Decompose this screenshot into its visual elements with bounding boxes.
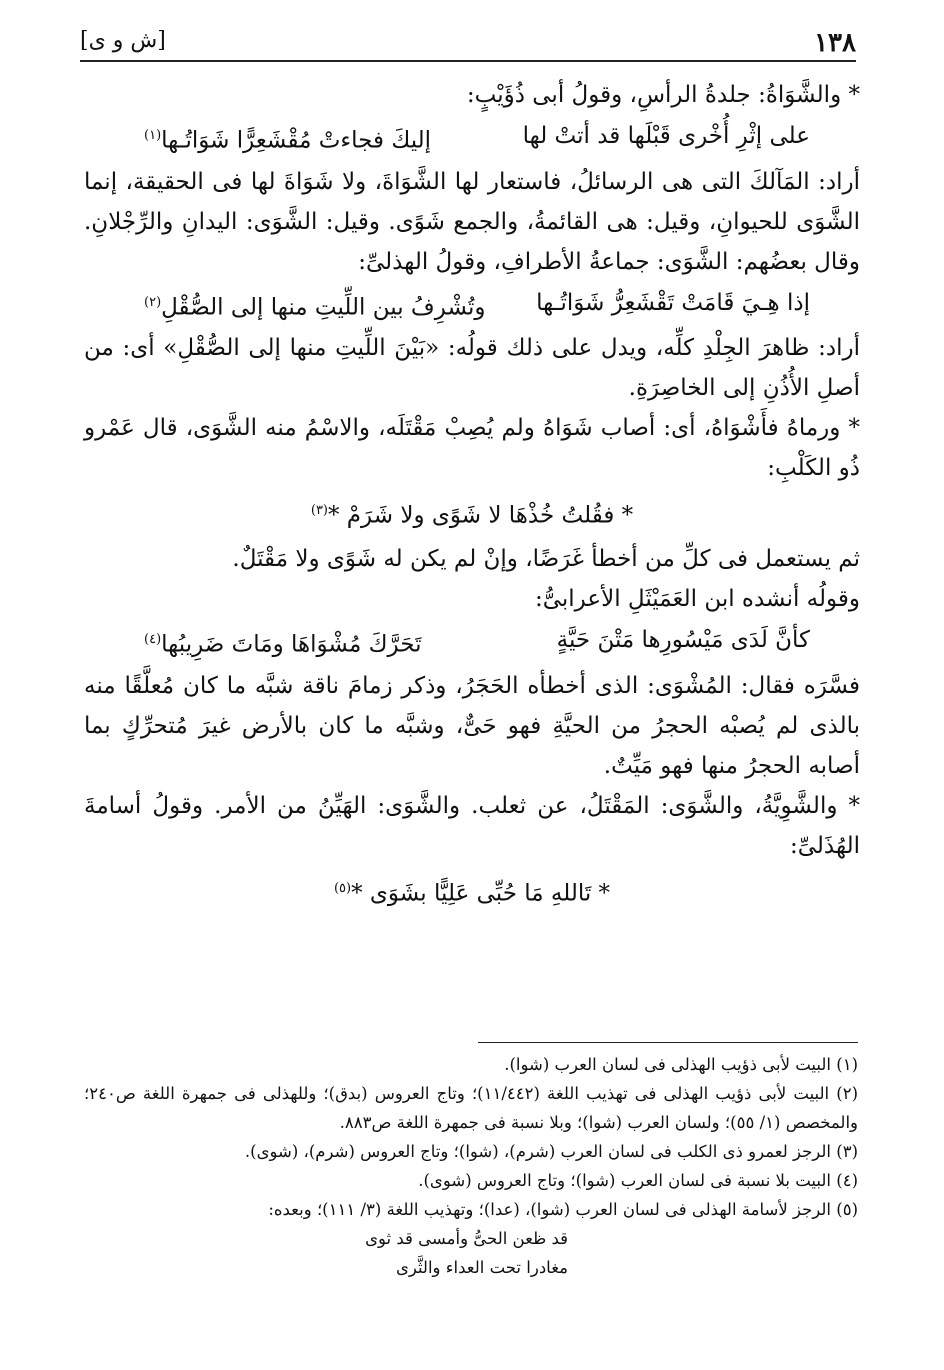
footnote-ref-5: (٥): [333, 880, 352, 896]
footnote-1: (١) البيت لأبى ذؤيب الهذلى فى لسان العرب (شوا).: [504, 1055, 858, 1074]
verse-2-second-hemistich: وتُشْرِفُ بين اللِّيتِ منها إلى الصُّقْلِ$^{(٢)}$: [144, 294, 486, 321]
paragraph-5: ثم يستعمل فى كلِّ من أخطأ غَرَضًا، وإنْ لم يكن له شَوًى ولا مَقْتَلٌ.: [232, 545, 860, 572]
footnote-ref-1: (١): [144, 128, 162, 143]
footnote-5: (٥) الرجز لأسامة الهذلى فى لسان العرب (شوا)، (عدا)؛ وتهذيب اللغة (٣/ ١١١)؛ وبعده:: [268, 1200, 858, 1219]
paragraph-7: فسَّرَه فقال: المُشْوَى: الذى أخطأه الحَجَرُ، وذكر زمامَ ناقة شبَّه ما كان مُعلَّقًا منه بالذى لم يُصبْه الحجرُ من الحيَّةِ فهو حَىٌّ، وشبَّه ما كان بالأرض غيرَ مُتحرِّكٍ بما أصابه الحجرُ منها فهو مَيِّتٌ.: [84, 672, 860, 779]
page-header: [80, 20, 856, 60]
verse-3: * فقُلتُ خُذْهَا لا شَوًى ولا شَرَمْ *$^{(٣)}$: [310, 502, 634, 529]
footnotes: [84, 1050, 858, 1282]
header-rule: [80, 60, 856, 62]
verse-2: [84, 282, 860, 329]
main-text: [84, 75, 860, 916]
verse-4-second-hemistich: تَحَرَّكَ مُشْوَاهَا ومَاتَ ضَرِيبُها$^{(٤)}$: [144, 631, 422, 658]
footnote-2: (٢) البيت لأبى ذؤيب الهذلى فى تهذيب اللغة (١١/٤٤٢)؛ وتاج العروس (بدق)؛ وللهذلى فى جمهرة اللغة ص٢٤٠؛ والمخصص (١/ ٥٥)؛ ولسان العرب (شوا)؛ وبلا نسبة فى جمهرة اللغة ص٨٨٣.: [84, 1084, 858, 1132]
footnote-verse-line-2: مغادرا تحت العداء والثَّرى: [395, 1258, 568, 1277]
paragraph-4: * ورماهُ فأَشْوَاهُ، أى: أصاب شَوَاهُ ولم يُصِبْ مَقْتَلَه، والاسْمُ منه الشَّوَى، قال عَمْرو ذُو الكَلْبِ:: [84, 415, 860, 482]
footnote-3: (٣) الرجز لعمرو ذى الكلب فى لسان العرب (شرم)، (شوا)؛ وتاج العروس (شرم)، (شوى).: [244, 1142, 858, 1161]
footnote-ref-4: (٤): [144, 631, 162, 647]
verse-2-first-hemistich: إذا هِـيَ قَامَتْ تَقْشَعِرُّ شَوَاتُـها: [536, 289, 810, 316]
footnote-ref-3: (٣): [310, 503, 328, 519]
verse-1-second-hemistich: إليكَ فجاءتْ مُقْشَعِرًّا شَوَاتُـها$^{(١)}$: [144, 127, 432, 154]
paragraph-1: * والشَّوَاةُ: جلدةُ الرأسِ، وقولُ أبى ذُؤَيْبٍ:: [466, 82, 860, 108]
footnote-verse-line-1: قد ظعن الحىُّ وأمسى قد ثوى: [365, 1229, 568, 1248]
verse-4: [84, 619, 860, 666]
verse-5: * تَاللهِ مَا حُبِّى عَلِيًّا بشَوَى *$^{(٥)}$: [333, 880, 611, 907]
page-number: ١٣٨: [814, 28, 856, 58]
footnote-rule: [478, 1042, 858, 1043]
root-label: [ش و ى]: [80, 28, 166, 53]
paragraph-6: وقولُه أنشده ابن العَمَيْثَلِ الأعرابىُّ:: [534, 585, 860, 612]
verse-4-first-hemistich: كأنَّ لَدَى مَيْسُورِها مَتْنَ حَيَّةٍ: [556, 626, 810, 653]
footnote-4: (٤) البيت بلا نسبة فى لسان العرب (شوا)؛ وتاج العروس (شوى).: [418, 1171, 858, 1190]
paragraph-3: أراد: ظاهرَ الجِلْدِ كلِّه، ويدل على ذلك قولُه: «بَيْنَ اللِّيتِ منها إلى الصُّقْلِ» أى: من أصلِ الأُذُنِ إلى الخاصِرَةِ.: [84, 335, 860, 402]
paragraph-2: أراد: المَآلكَ التى هى الرسائلُ، فاستعار لها الشَّوَاةَ، ولا شَوَاةَ لها فى الحقيقة، إنما الشَّوَى للحيوانِ، وقيل: هى القائمةُ، والجمع شَوًى. وقيل: الشَّوَى: اليدانِ والرِّجْلانِ. وقال بعضُهم: الشَّوَى: جماعةُ الأطرافِ، وقولُ الهذلىِّ:: [84, 168, 860, 275]
paragraph-8: * والشَّوِيَّةُ، والشَّوَى: المَقْتَلُ، عن ثعلب. والشَّوَى: الهَيِّنُ من الأمر. وقولُ أسامةَ الهُذَلىِّ:: [84, 792, 860, 859]
footnote-ref-2: (٢): [144, 294, 162, 310]
verse-1-first-hemistich: على إثْرِ أُخْرى قَبْلَها قد أتتْ لها: [522, 123, 810, 149]
verse-1: [84, 115, 860, 162]
